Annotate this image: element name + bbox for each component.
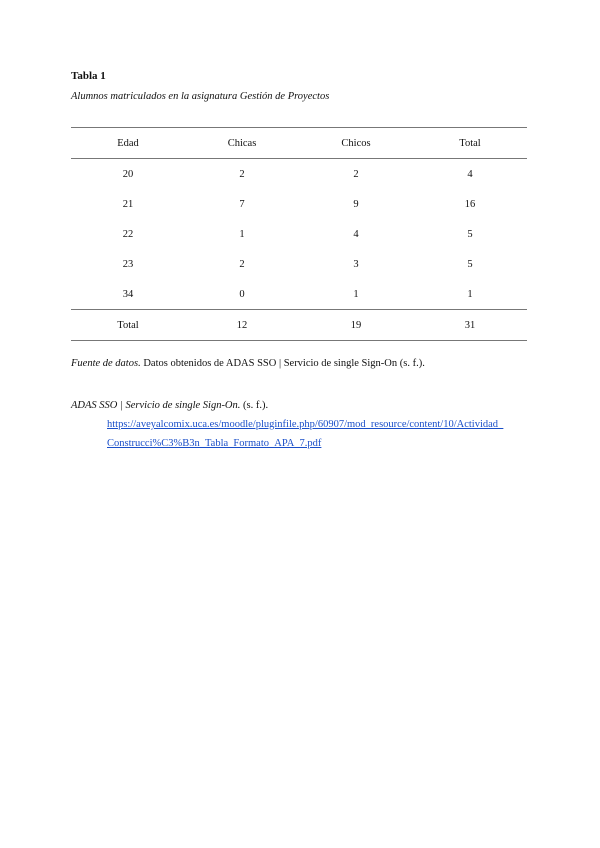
cell-edad: 34 xyxy=(122,288,134,300)
reference-heading xyxy=(71,396,531,415)
cell-edad: 22 xyxy=(122,228,134,240)
cell-chicas: 0 xyxy=(239,288,245,300)
table-note xyxy=(71,358,425,369)
cell-total: 16 xyxy=(464,198,476,210)
cell-edad: 21 xyxy=(122,198,134,210)
cell-chicos: 4 xyxy=(353,228,359,240)
total-chicos: 19 xyxy=(299,310,413,341)
cell-chicos: 1 xyxy=(353,288,359,300)
table-title: Alumnos matriculados en la asignatura Gestión de Proyectos xyxy=(71,91,330,102)
table-total-row xyxy=(71,310,527,341)
header-edad: Edad xyxy=(71,128,185,159)
total-chicas: 12 xyxy=(185,310,299,341)
reference-url-line-1[interactable]: https://aveyalcomix.uca.es/moodle/pluginfile.php/60907/mod_resource/content/10/Actividad_ xyxy=(107,419,504,430)
reference-date: (s. f.). xyxy=(240,400,269,411)
header-chicas: Chicas xyxy=(185,128,299,159)
total-total: 31 xyxy=(413,310,527,341)
cell-chicas: 1 xyxy=(239,228,245,240)
note-label: Fuente de datos. xyxy=(71,358,141,369)
table-row xyxy=(71,219,527,249)
table-number: Tabla 1 xyxy=(71,70,106,82)
note-text: Datos obtenidos de ADAS SSO | Servicio de single Sign-On (s. f.). xyxy=(140,358,425,369)
table-row xyxy=(71,159,527,190)
total-label: Total xyxy=(71,310,185,341)
cell-total: 1 xyxy=(467,288,473,300)
reference-url-line-2[interactable]: Construcci%C3%B3n_Tabla_Formato_APA_7.pdf xyxy=(107,438,322,449)
cell-chicos: 9 xyxy=(353,198,359,210)
cell-chicos: 3 xyxy=(353,258,359,270)
header-total: Total xyxy=(413,128,527,159)
cell-edad: 23 xyxy=(122,258,134,270)
cell-total: 5 xyxy=(467,228,473,240)
table-row xyxy=(71,249,527,279)
table-row xyxy=(71,279,527,310)
cell-chicas: 2 xyxy=(239,168,245,180)
cell-total: 5 xyxy=(467,258,473,270)
cell-total: 4 xyxy=(467,168,473,180)
header-chicos: Chicos xyxy=(299,128,413,159)
cell-chicos: 2 xyxy=(353,168,359,180)
data-table xyxy=(71,127,527,341)
table-header-row xyxy=(71,128,527,159)
cell-chicas: 7 xyxy=(239,198,245,210)
reference-title: ADAS SSO | Servicio de single Sign-On. xyxy=(71,400,241,411)
table-row xyxy=(71,189,527,219)
cell-edad: 20 xyxy=(122,168,134,180)
reference-entry xyxy=(71,396,531,453)
cell-chicas: 2 xyxy=(239,258,245,270)
